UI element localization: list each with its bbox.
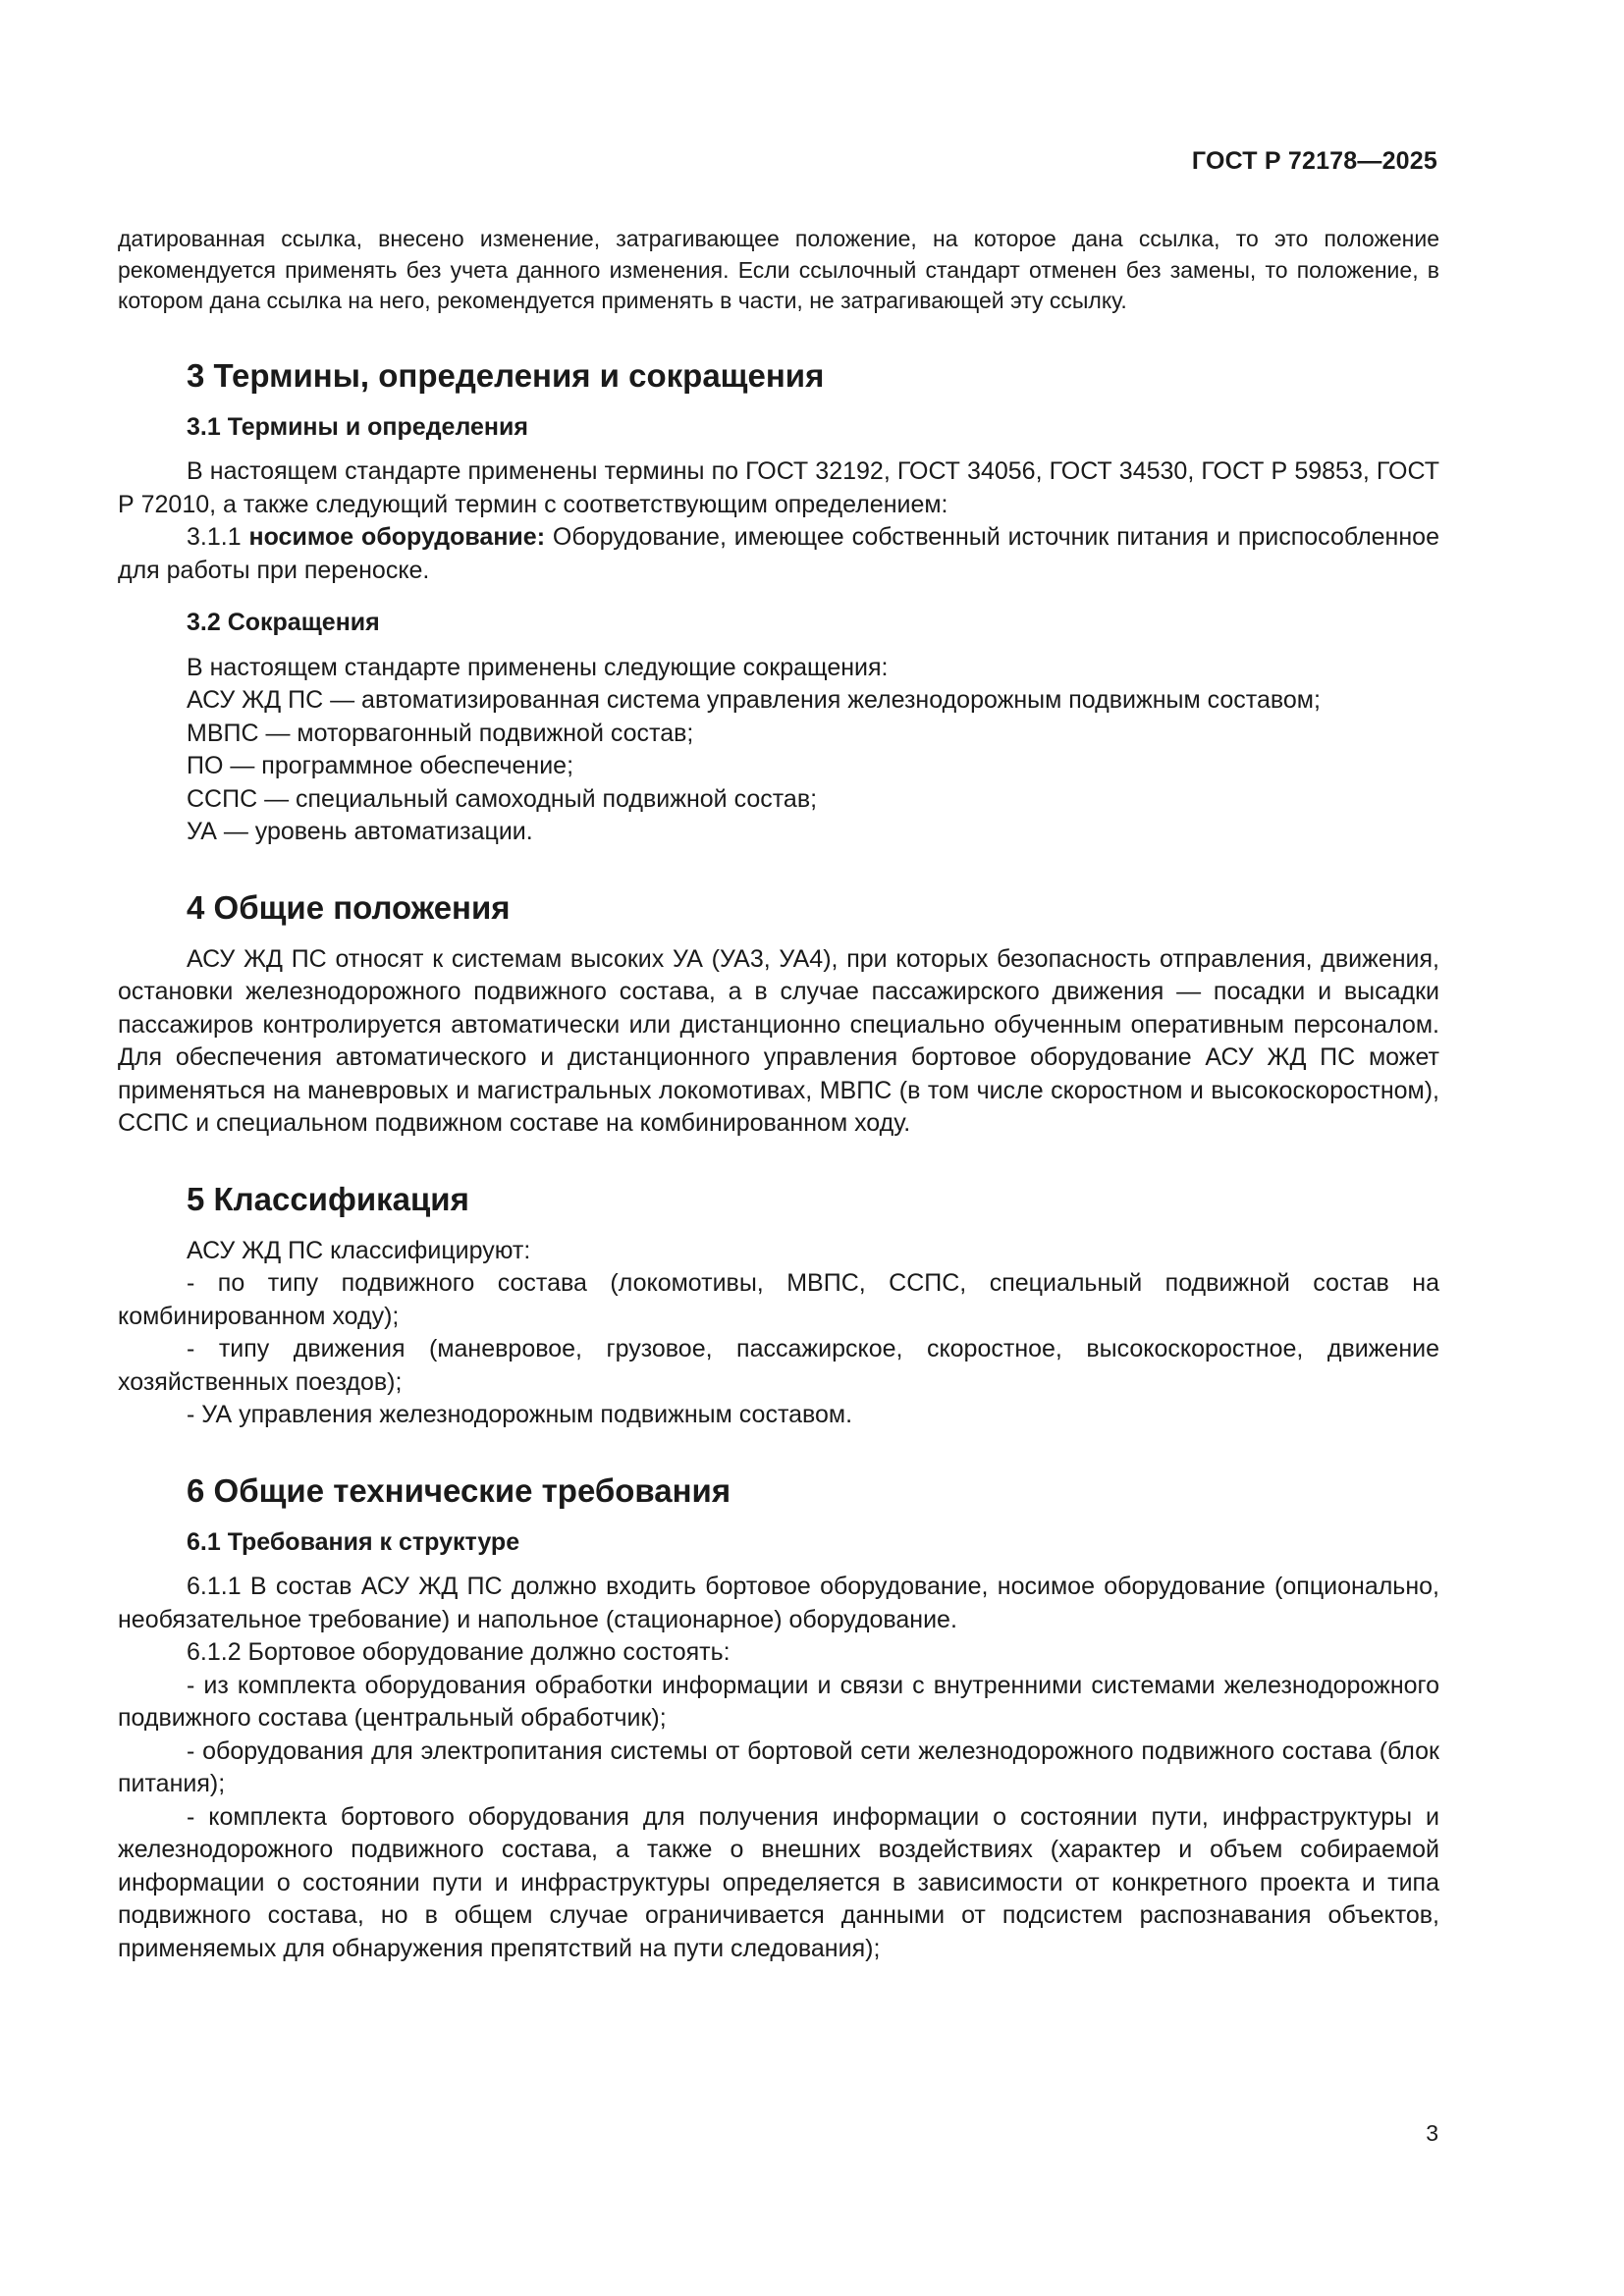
term-definition: Оборудование, имеющее собственный источник питания и приспособленное для работы при переноске.	[118, 523, 1439, 584]
section-5-intro: АСУ ЖД ПС классифицируют:	[187, 1236, 531, 1264]
abbreviation-item: МВПС — моторвагонный подвижной состав;	[187, 719, 694, 747]
page-body	[118, 224, 1439, 1965]
page-number: 3	[1426, 2120, 1438, 2146]
abbreviation-item: ПО — программное обеспечение;	[187, 752, 574, 779]
equipment-item: - комплекта бортового оборудования для получения информации о состоянии пути, инфраструктуры и железнодорожного подвижного состава, а также о внешних воздействиях (характер и объем собираемой информации о состоянии пути и инфраструктуры определяется в зависимости от конкретного проекта и типа подвижного состава, но в общем случае ограничивается данными от подсистем распознавания объектов, применяемых для обнаружения препятствий на пути следования);	[118, 1802, 1439, 1962]
equipment-item: - из комплекта оборудования обработки информации и связи с внутренними системами железнодорожного подвижного состава (центральный обработчик);	[118, 1671, 1439, 1732]
term-3-1-1	[118, 521, 1439, 587]
section-6-heading: 6 Общие технические требования	[187, 1471, 731, 1509]
clause-6-1-2: 6.1.2 Бортовое оборудование должно состоять:	[187, 1638, 731, 1666]
abbreviations-list	[118, 652, 1439, 849]
section-3-1-heading: 3.1 Термины и определения	[187, 412, 528, 441]
abbreviations-intro: В настоящем стандарте применены следующие сокращения:	[187, 653, 889, 681]
abbreviation-item: УА — уровень автоматизации.	[187, 818, 533, 845]
classification-item: - по типу подвижного состава (локомотивы, МВПС, ССПС, специальный подвижной состав на комбинированном ходу);	[118, 1269, 1439, 1330]
classification-item: - типу движения (маневровое, грузовое, пассажирское, скоростное, высокоскоростное, движение хозяйственных поездов);	[118, 1335, 1439, 1396]
clause-6-1-1: 6.1.1 В состав АСУ ЖД ПС должно входить бортовое оборудование, носимое оборудование (опционально, необязательное требование) и напольное (стационарное) оборудование.	[118, 1573, 1439, 1633]
intro-paragraph: датированная ссылка, внесено изменение, затрагивающее положение, на которое дана ссылка, то это положение рекомендуется применять без учета данного изменения. Если ссылочный стандарт отменен без замены, то положение, в котором дана ссылка на него, рекомендуется применять в части, не затрагивающей эту ссылку.	[118, 226, 1439, 313]
classification-item: - УА управления железнодорожным подвижным составом.	[187, 1401, 853, 1428]
section-3-heading: 3 Термины, определения и сокращения	[187, 356, 825, 394]
equipment-item: - оборудования для электропитания системы от бортовой сети железнодорожного подвижного состава (блок питания);	[118, 1736, 1439, 1797]
section-3-2-heading: 3.2 Сокращения	[187, 609, 380, 636]
term-name: носимое оборудование:	[248, 523, 546, 551]
abbreviation-item: ССПС — специальный самоходный подвижной состав;	[187, 784, 818, 813]
document-header: ГОСТ Р 72178—2025	[1191, 147, 1437, 175]
section-6-1-heading: 6.1 Требования к структуре	[187, 1527, 520, 1556]
term-number: 3.1.1	[187, 523, 249, 551]
section-4-heading: 4 Общие положения	[187, 888, 511, 926]
abbreviation-item: АСУ ЖД ПС — автоматизированная система управления железнодорожным подвижным составом;	[187, 686, 1321, 714]
section-3-1-paragraph: В настоящем стандарте применены термины по ГОСТ 32192, ГОСТ 34056, ГОСТ 34530, ГОСТ Р 59853, ГОСТ Р 72010, а также следующий термин с соответствующим определением:	[118, 457, 1439, 518]
section-5-heading: 5 Классификация	[187, 1180, 469, 1217]
section-4-paragraph: АСУ ЖД ПС относят к системам высоких УА (УА3, УА4), при которых безопасность отправления, движения, остановки железнодорожного подвижного состава, а в случае пассажирского движения — посадки и высадки пассажиров контролируется автоматически или дистанционно специально обученным оперативным персоналом. Для обеспечения автоматического и дистанционного управления бортовое оборудование АСУ ЖД ПС может применяться на маневровых и магистральных локомотивах, МВПС (в том числе скоростном и высокоскоростном), ССПС и специальном подвижном составе на комбинированном ходу.	[118, 944, 1439, 1137]
